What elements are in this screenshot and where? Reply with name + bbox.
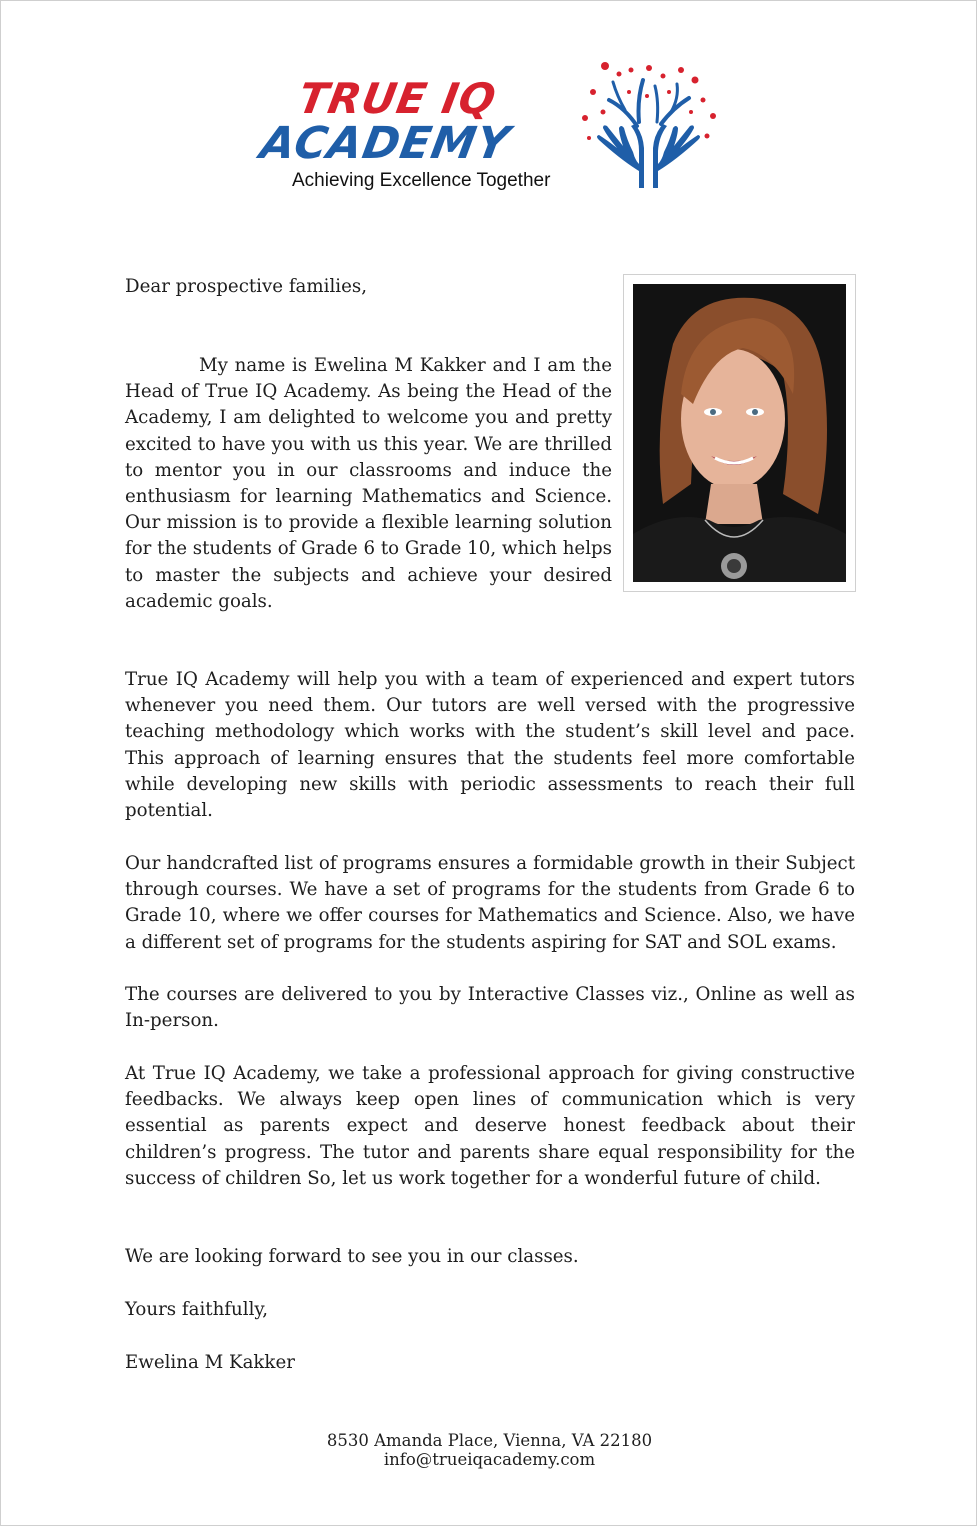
- letter-paragraph-feedback: At True IQ Academy, we take a professional approach for giving constructive feedbacks. We always keep open lines of communication which is very essential as parents expect and deserve honest feedback about their children’s progress. The tutor and parents share equal responsibility for the success of children So, let us work together for a wonderful future of child.: [125, 1063, 855, 1189]
- tree-hands-stars-icon: [573, 56, 723, 196]
- letter-footer: [1, 1431, 978, 1469]
- logo-tagline: Achieving Excellence Together: [292, 170, 551, 191]
- letter-signature: Ewelina M Kakker: [125, 1352, 295, 1373]
- academy-logo: [256, 56, 729, 206]
- letter-paragraph-forward: We are looking forward to see you in our classes.: [125, 1246, 579, 1267]
- letter-paragraph-intro: [125, 353, 612, 615]
- letter-greeting: Dear prospective families,: [125, 276, 367, 297]
- portrait-photo-frame: [623, 274, 856, 592]
- footer-address: 8530 Amanda Place, Vienna, VA 22180: [326, 1431, 653, 1450]
- letter-closing: Yours faithfully,: [125, 1299, 269, 1320]
- letter-paragraph-intro-text: My name is Ewelina M Kakker and I am the Head of True IQ Academy. As being the Head of the Academy, I am delighted to welcome you and pretty excited to have you with us this year. We are thrilled to mentor you in our classrooms and induce the enthusiasm for learning Mathematics and Science. Our mission is to provide a flexible learning solution for the students of Grade 6 to Grade 10, which helps to master the subjects and achieve your desired academic goals.: [125, 355, 612, 612]
- portrait-photo: [633, 284, 846, 582]
- logo-title-line2: ACADEMY: [256, 118, 514, 169]
- logo-title-line1: TRUE IQ: [294, 74, 501, 123]
- footer-email[interactable]: info@trueiqacademy.com: [383, 1450, 596, 1469]
- letter-paragraph-delivery: The courses are delivered to you by Interactive Classes viz., Online as well as In-person.: [125, 984, 855, 1032]
- letter-paragraph-programs: Our handcrafted list of programs ensures a formidable growth in their Subject through courses. We have a set of programs for the students from Grade 6 to Grade 10, where we offer courses for Mathematics and Science. Also, we have a different set of programs for the students aspiring for SAT and SOL exams.: [125, 853, 855, 953]
- letter-paragraph-tutors: True IQ Academy will help you with a team of experienced and expert tutors whenever you need them. Our tutors are well versed with the progressive teaching methodology which works with the student’s skill level and pace. This approach of learning ensures that the students feel more comfortable while developing new skills with periodic assessments to reach their full potential.: [125, 669, 855, 822]
